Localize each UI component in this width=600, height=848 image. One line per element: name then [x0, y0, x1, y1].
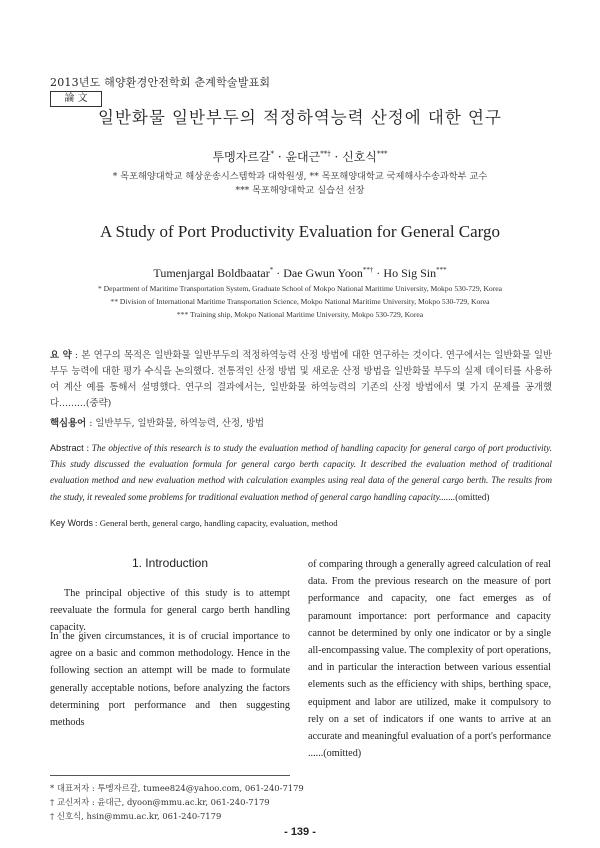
- author-name: 투멩자르갈: [212, 150, 271, 164]
- english-affiliation-line: *** Training ship, Mokpo National Maritime University, Mokpo 530-729, Korea: [176, 310, 424, 319]
- author-mark: *: [270, 150, 274, 158]
- korean-title: 일반화물 일반부두의 적정하역능력 산정에 대한 연구: [98, 108, 502, 127]
- korean-affiliation-line: * 목포해양대학교 해상운송시스템학과 대학원생, ** 목포해양대학교 국제해사수송과학부 교수: [112, 171, 488, 182]
- author-mark: *: [269, 266, 274, 274]
- english-keywords: Key Words : General berth, general cargo, handling capacity, evaluation, method: [50, 518, 338, 528]
- conference-header: 2013년도 해양환경안전학회 춘계학술발표회: [50, 76, 271, 89]
- intro-paragraph-2: [50, 628, 290, 731]
- korean-affiliation-line: *** 목포해양대학교 실습선 선장: [235, 185, 365, 196]
- author-name: 신호식: [342, 150, 377, 164]
- author-mark: **†: [320, 150, 331, 158]
- english-keywords-label: Key Words: [50, 518, 93, 528]
- footnote: * 대표저자 : 투멩자르갈, tumee824@yahoo.com, 061-240-7179: [50, 783, 304, 793]
- section-heading: 1. Introduction: [131, 556, 209, 570]
- footnote-divider: [50, 775, 290, 776]
- intro-paragraph: of comparing through a generally agreed calculation of real data. From the previous research on the measure of port performance and capacity, one fact emerges as of paramount importance: port performance and capacity cannot be determined by only one indicator or by a single all-encompassing value. The complexity of port operations, and in particular the interaction between various essential elements such as the efficiency with ships, berthing space, equipment and labor are utilized, make it compulsory to rely on a set of indicators if one wants to arrive at an accurate and meaningful evaluation of a port's performance ......(omitted): [308, 559, 551, 760]
- korean-keywords-text: 일반부두, 일반화물, 하역능력, 산정, 방법: [95, 418, 265, 429]
- author-name: Dae Gwun Yoon: [283, 266, 363, 280]
- abstract-omitted: (omitted): [455, 491, 490, 502]
- english-abstract: Abstract : The objective of this research is to study the evaluation method of handling capacity for general cargo of port productivity. This study discussed the evaluation formula for general cargo berth capacity. It described the evaluation method of traditional evaluation method and new evaluation method with calculation examples using real data of the general cargo berth. The results from the study, it revealed some problems for traditional evaluation method of general cargo handling capacity.......(omitted): [50, 443, 552, 502]
- intro-column-2: [308, 556, 551, 762]
- paper-type-tag: 論 文: [50, 91, 102, 107]
- korean-abstract-label: 요 약: [50, 350, 72, 361]
- author-name: Tumenjargal Boldbaatar: [153, 266, 270, 280]
- english-abstract-text: The objective of this research is to study the evaluation method of handling capacity for general cargo of port productivity. This study discussed the evaluation formula for general cargo berth capacity. It described the evaluation method of traditional evaluation method and new evaluation method with calculation examples using real data of the general cargo berth. The results from the study, it revealed some problems for traditional evaluation method of general cargo handling capacity.......: [50, 443, 552, 502]
- english-title: A Study of Port Productivity Evaluation for General Cargo: [99, 222, 501, 241]
- author-mark: ***: [376, 150, 388, 158]
- korean-abstract: 요 약 : 본 연구의 목적은 일반화물 일반부두의 적정하역능력 산정 방법에 대한 연구하는 것이다. 연구에서는 일반화물 일반부두 능력에 대한 평가 수식을 논의했다. 전통적인 산정 방법 및 새로운 산정 방법을 일반화물 부두의 실제 데이터를 사용하여 계산 예를 통해서 설명했다. 연구의 결과에서는, 일반화물 하역능력의 기존의 산정 방법에서 몇 가지 문제를 공개했다.........(중략): [50, 350, 552, 409]
- english-abstract-label: Abstract: [50, 443, 84, 453]
- korean-abstract-text: 본 연구의 목적은 일반화물 일반부두의 적정하역능력 산정 방법에 대한 연구하는 것이다. 연구에서는 일반화물 일반부두 능력에 대한 평가 수식을 논의했다. 전통적인 산정 방법 및 새로운 산정 방법을 일반화물 부두의 실제 데이터를 사용하여 계산 예를 통해서 설명했다. 연구의 결과에서는, 일반화물 하역능력의 기존의 산정 방법에서 몇 가지 문제를 공개했다.........(중략): [50, 350, 552, 409]
- author-name: Ho Sig Sin: [383, 266, 437, 280]
- author-mark: ***: [436, 266, 447, 274]
- footnote: † 교신저자 : 윤대근, dyoon@mmu.ac.kr, 061-240-7179: [50, 797, 270, 807]
- author-mark: **†: [362, 266, 374, 274]
- english-affiliation-line: * Department of Maritime Transportation System, Graduate School of Mokpo National Maritime University, Mokpo 530-729, Korea: [97, 284, 503, 293]
- english-keywords-text: General berth, general cargo, handling capacity, evaluation, method: [99, 518, 338, 528]
- korean-keywords-label: 핵심용어: [50, 418, 87, 429]
- english-affiliation-line: ** Division of International Maritime Transportation Science, Mokpo National Maritime University, Mokpo 530-729, Korea: [110, 297, 490, 306]
- footnote: † 신호식, hsin@mmu.ac.kr, 061-240-7179: [50, 811, 222, 821]
- page-number: - 139 -: [284, 826, 316, 838]
- english-authors: Tumenjargal Boldbaatar* · Dae Gwun Yoon**† · Ho Sig Sin***: [153, 266, 447, 280]
- korean-authors: 투멩자르갈* · 윤대근**† · 신호식***: [212, 150, 388, 164]
- intro-paragraph: The principal objective of this study is to attempt reevaluate the formula for general cargo berth handling capacity.: [50, 588, 290, 634]
- author-name: 윤대근: [285, 150, 321, 164]
- intro-paragraph: In the given circumstances, it is of crucial importance to agree on a basic and common methodology. Hence in the following section an attempt will be made to formulate generally acceptable notions, before analyzing the factors determining port performance and then suggesting methods: [50, 631, 290, 729]
- korean-keywords: 핵심용어 : 일반부두, 일반화물, 하역능력, 산정, 방법: [50, 418, 265, 429]
